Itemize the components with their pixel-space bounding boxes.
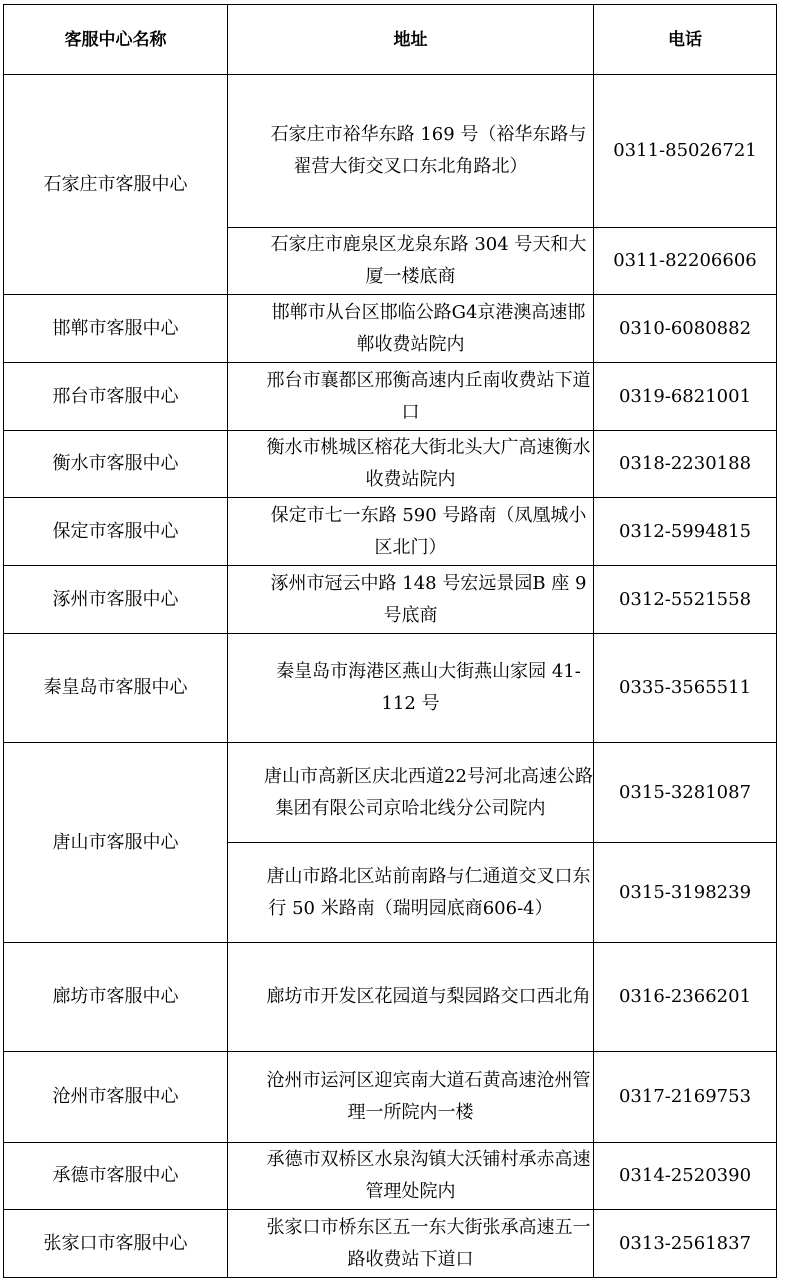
center-phone: 0317-2169753 bbox=[594, 1052, 777, 1143]
center-address: 邯郸市从台区邯临公路G4京港澳高速邯郸收费站院内 bbox=[228, 295, 594, 363]
center-address: 承德市双桥区水泉沟镇大沃铺村承赤高速管理处院内 bbox=[228, 1143, 594, 1210]
center-phone: 0312-5994815 bbox=[594, 498, 777, 566]
center-address: 沧州市运河区迎宾南大道石黄高速沧州管理一所院内一楼 bbox=[228, 1052, 594, 1143]
service-center-table bbox=[3, 4, 777, 1278]
center-address: 秦皇岛市海港区燕山大街燕山家园 41-112 号 bbox=[228, 634, 594, 743]
center-phone: 0314-2520390 bbox=[594, 1143, 777, 1210]
center-address: 石家庄市鹿泉区龙泉东路 304 号天和大厦一楼底商 bbox=[228, 228, 594, 295]
center-phone: 0315-3198239 bbox=[594, 843, 777, 943]
table-row bbox=[4, 1143, 777, 1210]
center-name: 承德市客服中心 bbox=[4, 1143, 228, 1210]
center-name: 衡水市客服中心 bbox=[4, 431, 228, 498]
center-address: 衡水市桃城区榕花大街北头大广高速衡水收费站院内 bbox=[228, 431, 594, 498]
header-phone: 电话 bbox=[594, 5, 777, 75]
center-address: 张家口市桥东区五一东大街张承高速五一路收费站下道口 bbox=[228, 1210, 594, 1278]
center-name: 秦皇岛市客服中心 bbox=[4, 634, 228, 743]
center-name: 邯郸市客服中心 bbox=[4, 295, 228, 363]
center-phone: 0316-2366201 bbox=[594, 943, 777, 1052]
table-row bbox=[4, 1052, 777, 1143]
center-phone: 0311-85026721 bbox=[594, 75, 777, 228]
center-address: 涿州市冠云中路 148 号宏远景园B 座 9 号底商 bbox=[228, 566, 594, 634]
center-address: 石家庄市裕华东路 169 号（裕华东路与翟营大街交叉口东北角路北） bbox=[228, 75, 594, 228]
center-address: 唐山市路北区站前南路与仁通道交叉口东行 50 米路南（瑞明园底商606-4） bbox=[228, 843, 594, 943]
center-name: 涿州市客服中心 bbox=[4, 566, 228, 634]
center-name: 沧州市客服中心 bbox=[4, 1052, 228, 1143]
table-row bbox=[4, 1210, 777, 1278]
header-address: 地址 bbox=[228, 5, 594, 75]
center-name: 廊坊市客服中心 bbox=[4, 943, 228, 1052]
center-address: 唐山市高新区庆北西道22号河北高速公路集团有限公司京哈北线分公司院内 bbox=[228, 743, 594, 843]
center-name: 张家口市客服中心 bbox=[4, 1210, 228, 1278]
center-phone: 0318-2230188 bbox=[594, 431, 777, 498]
center-phone: 0310-6080882 bbox=[594, 295, 777, 363]
center-phone: 0315-3281087 bbox=[594, 743, 777, 843]
table-row bbox=[4, 943, 777, 1052]
center-phone: 0311-82206606 bbox=[594, 228, 777, 295]
table-row bbox=[4, 75, 777, 228]
header-row bbox=[4, 5, 777, 75]
table-row bbox=[4, 743, 777, 843]
center-address: 廊坊市开发区花园道与梨园路交口西北角 bbox=[228, 943, 594, 1052]
center-name: 唐山市客服中心 bbox=[4, 743, 228, 943]
center-phone: 0312-5521558 bbox=[594, 566, 777, 634]
center-phone: 0319-6821001 bbox=[594, 363, 777, 431]
table-row bbox=[4, 295, 777, 363]
table-row bbox=[4, 634, 777, 743]
center-phone: 0313-2561837 bbox=[594, 1210, 777, 1278]
table-row bbox=[4, 566, 777, 634]
center-address: 保定市七一东路 590 号路南（凤凰城小区北门） bbox=[228, 498, 594, 566]
table-row bbox=[4, 498, 777, 566]
header-name: 客服中心名称 bbox=[4, 5, 228, 75]
center-name: 石家庄市客服中心 bbox=[4, 75, 228, 295]
center-name: 邢台市客服中心 bbox=[4, 363, 228, 431]
table-row bbox=[4, 431, 777, 498]
center-address: 邢台市襄都区邢衡高速内丘南收费站下道口 bbox=[228, 363, 594, 431]
center-name: 保定市客服中心 bbox=[4, 498, 228, 566]
center-phone: 0335-3565511 bbox=[594, 634, 777, 743]
table-row bbox=[4, 363, 777, 431]
